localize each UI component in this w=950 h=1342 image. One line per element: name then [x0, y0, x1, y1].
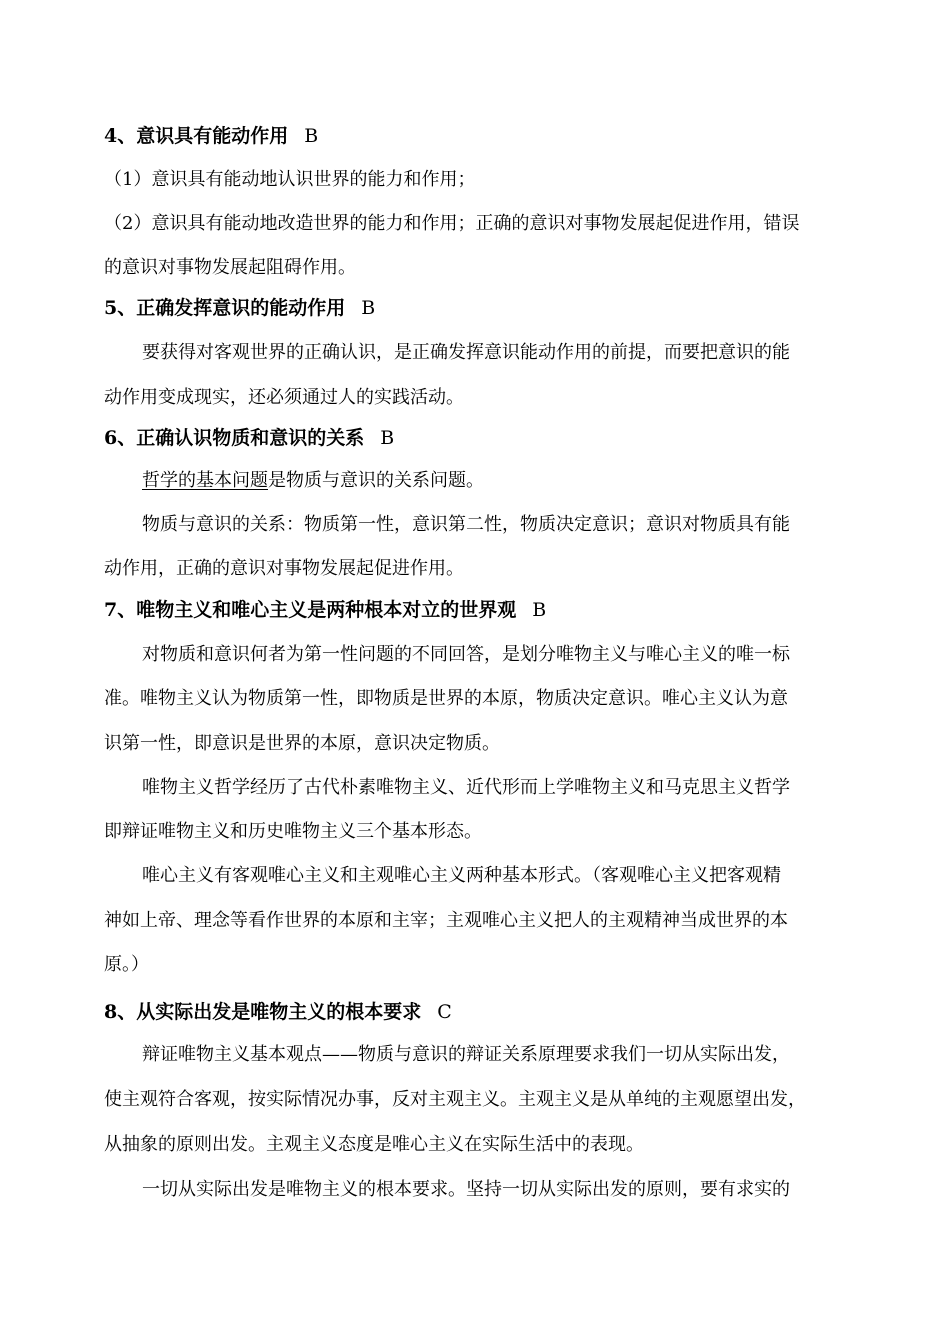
grade-label: B: [380, 427, 395, 449]
paragraph-line: 动作用，正确的意识对事物发展起促进作用。: [104, 558, 464, 579]
heading-text: 5、正确发挥意识的能动作用: [104, 297, 346, 319]
paragraph-line: （1）意识具有能动地认识世界的能力和作用；: [104, 169, 476, 190]
paragraph-line: [142, 469, 484, 493]
grade-label: B: [361, 297, 376, 319]
section-heading: [104, 999, 452, 1025]
paragraph-line: 神如上帝、理念等看作世界的本原和主宰；主观唯心主义把人的主观精神当成世界的本: [104, 910, 788, 931]
paragraph-line: 一切从实际出发是唯物主义的根本要求。坚持一切从实际出发的原则，要有求实的: [142, 1179, 790, 1200]
paragraph-line: 动作用变成现实，还必须通过人的实践活动。: [104, 387, 464, 408]
paragraph-line: 要获得对客观世界的正确认识，是正确发挥意识能动作用的前提，而要把意识的能: [142, 342, 790, 363]
grade-label: C: [437, 1001, 452, 1023]
paragraph-line: 唯心主义有客观唯心主义和主观唯心主义两种基本形式。（客观唯心主义把客观精: [142, 865, 781, 886]
paragraph-line: 原。）: [104, 954, 149, 975]
paragraph-line: 即辩证唯物主义和历史唯物主义三个基本形态。: [104, 821, 482, 842]
paragraph-line: 从抽象的原则出发。主观主义态度是唯心主义在实际生活中的表现。: [104, 1134, 644, 1155]
section-heading: [104, 425, 394, 451]
heading-text: 4、意识具有能动作用: [104, 125, 289, 147]
grade-label: B: [532, 599, 547, 621]
paragraph-line: 物质与意识的关系：物质第一性，意识第二性，物质决定意识；意识对物质具有能: [142, 514, 790, 535]
paragraph-line: 识第一性，即意识是世界的本原，意识决定物质。: [104, 733, 500, 754]
heading-text: 7、唯物主义和唯心主义是两种根本对立的世界观: [104, 599, 517, 621]
grade-label: B: [304, 125, 319, 147]
paragraph-line: 辩证唯物主义基本观点——物质与意识的辩证关系原理要求我们一切从实际出发，: [142, 1044, 790, 1065]
paragraph-line: 准。唯物主义认为物质第一性，即物质是世界的本原，物质决定意识。唯心主义认为意: [104, 688, 788, 709]
paragraph-line: 唯物主义哲学经历了古代朴素唯物主义、近代形而上学唯物主义和马克思主义哲学: [142, 777, 790, 798]
section-heading: [104, 123, 318, 149]
paragraph-line: 的意识对事物发展起阻碍作用。: [104, 257, 356, 278]
paragraph-text: 是物质与意识的关系问题。: [268, 470, 484, 491]
paragraph-line: 对物质和意识何者为第一性问题的不同回答，是划分唯物主义与唯心主义的唯一标: [142, 644, 790, 665]
heading-text: 8、从实际出发是唯物主义的根本要求: [104, 1001, 422, 1023]
paragraph-line: （2）意识具有能动地改造世界的能力和作用；正确的意识对事物发展起促进作用，错误: [104, 213, 800, 234]
underlined-term: 哲学的基本问题: [142, 470, 268, 491]
section-heading: [104, 597, 546, 623]
heading-text: 6、正确认识物质和意识的关系: [104, 427, 365, 449]
paragraph-line: 使主观符合客观，按实际情况办事，反对主观主义。主观主义是从单纯的主观愿望出发，: [104, 1089, 806, 1110]
section-heading: [104, 295, 375, 321]
